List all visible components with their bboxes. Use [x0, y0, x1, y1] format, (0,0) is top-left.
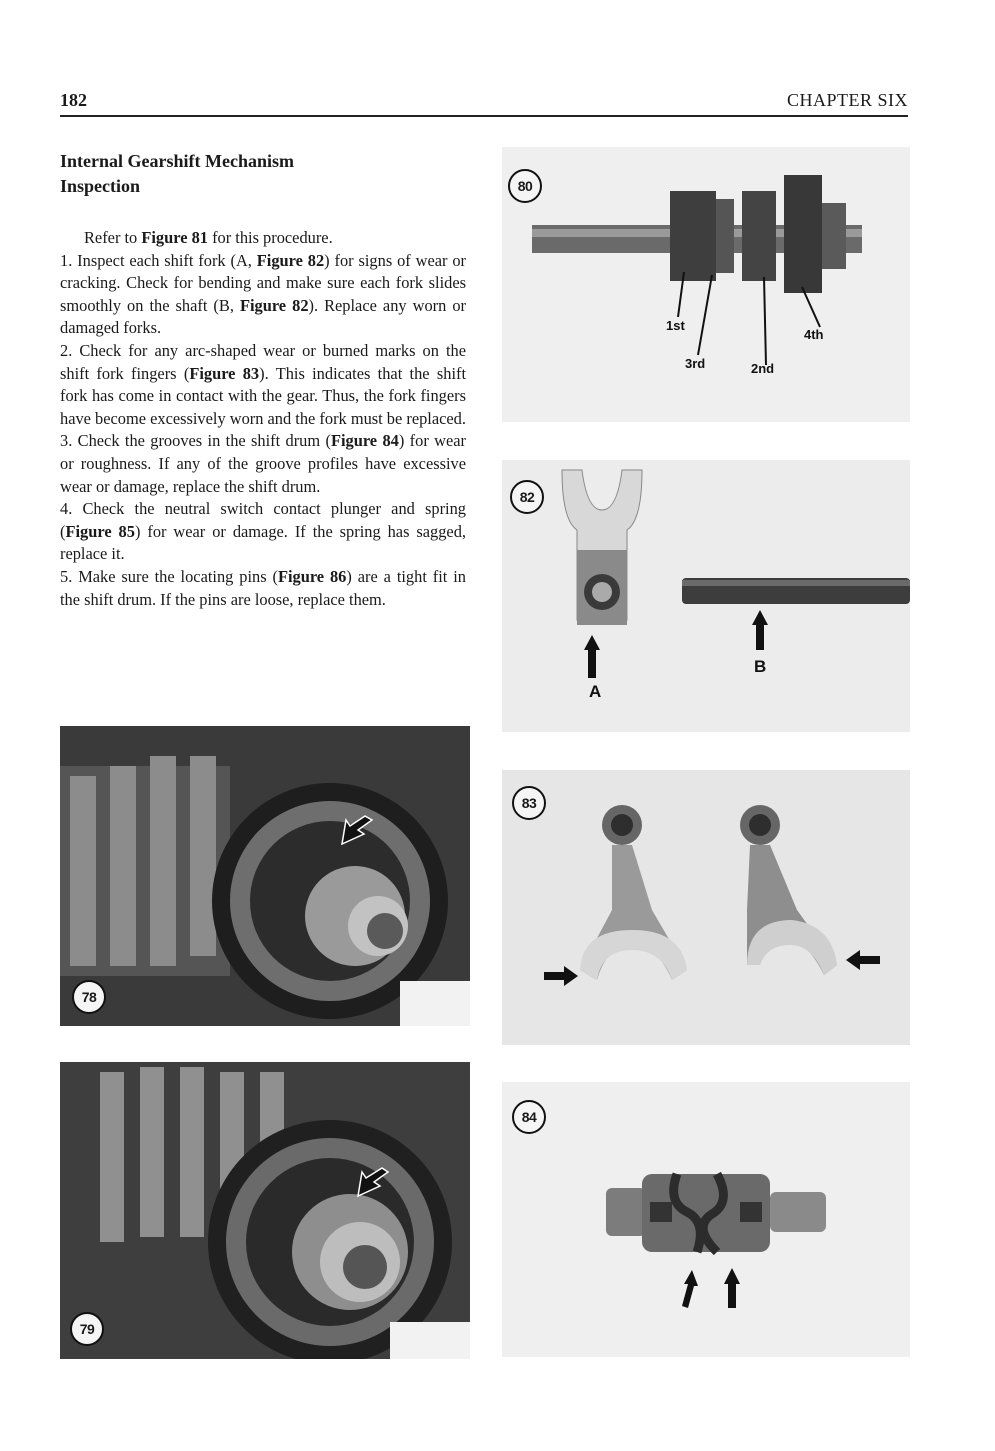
label-4th: 4th: [804, 327, 824, 342]
intro-paragraph: Refer to Figure 81 for this procedure.: [84, 228, 333, 247]
figure-80: [502, 147, 910, 422]
figure-badge: 84: [512, 1100, 546, 1134]
figure-ref: Figure 81: [141, 228, 208, 247]
step-3: 3. Check the grooves in the shift drum (Figure 84) for wear or roughness. If any of the groove profiles have excessive wear or damage, replace the shift drum.: [60, 431, 466, 496]
label-a: A: [589, 682, 602, 701]
fork-and-shaft-photo: [502, 460, 910, 732]
figure-ref: Figure 82: [256, 250, 325, 270]
step-4: 4. Check the neutral switch contact plunger and spring (Figure 85) for wear or damage. If the spring has sagged, replace it.: [60, 499, 467, 564]
label-3rd: 3rd: [685, 356, 706, 371]
figure-83: [502, 770, 910, 1045]
step-1: 1. Inspect each shift fork (A, Figure 82) for signs of wear or cracking. Check for bending and make sure each fork slides smoothly on the shaft (B, Figure 82). Replace any worn or damaged forks.: [60, 250, 466, 338]
figure-ref: Figure 82: [239, 295, 309, 315]
label-b: B: [754, 657, 767, 676]
section-subtitle: Inspection: [60, 176, 141, 196]
figure-badge: 78: [72, 980, 106, 1014]
header-rule: [60, 115, 908, 117]
step-5: 5. Make sure the locating pins (Figure 86) are a tight fit in the shift drum. If the pins are loose, replace them.: [60, 566, 466, 609]
page-number: 182: [60, 90, 87, 110]
shift-drum-photo: [502, 1082, 910, 1357]
step-2: 2. Check for any arc-shaped wear or burned marks on the shift fork fingers (Figure 83). This indicates that the shift fork has come in contact with the gear. Thus, the fork fingers have become excessively worn and the fork must be replaced.: [60, 340, 467, 428]
figure-84: [502, 1082, 910, 1357]
figure-ref: Figure 85: [65, 521, 135, 541]
section-heading: [60, 149, 470, 199]
figure-badge: 82: [510, 480, 544, 514]
page-header: [60, 90, 908, 116]
gear-closeup-photo-2: [60, 1062, 470, 1359]
gear-shaft-photo: [502, 147, 910, 422]
figure-ref: Figure 83: [189, 363, 260, 383]
gear-closeup-photo-1: [60, 726, 470, 1026]
figure-ref: Figure 86: [277, 566, 347, 586]
label-2nd: 2nd: [751, 361, 775, 376]
figure-78: [60, 726, 470, 1026]
shift-forks-photo: [502, 770, 910, 1045]
figure-badge: 83: [512, 786, 546, 820]
figure-badge: 79: [70, 1312, 104, 1346]
figure-ref: Figure 84: [330, 431, 399, 451]
figure-79: [60, 1062, 470, 1359]
section-title: Internal Gearshift Mechanism: [60, 151, 294, 171]
chapter-title: CHAPTER SIX: [786, 90, 908, 110]
figure-82: [502, 460, 910, 732]
figure-badge: 80: [508, 169, 542, 203]
body-text: [60, 227, 466, 611]
label-1st: 1st: [666, 318, 685, 333]
